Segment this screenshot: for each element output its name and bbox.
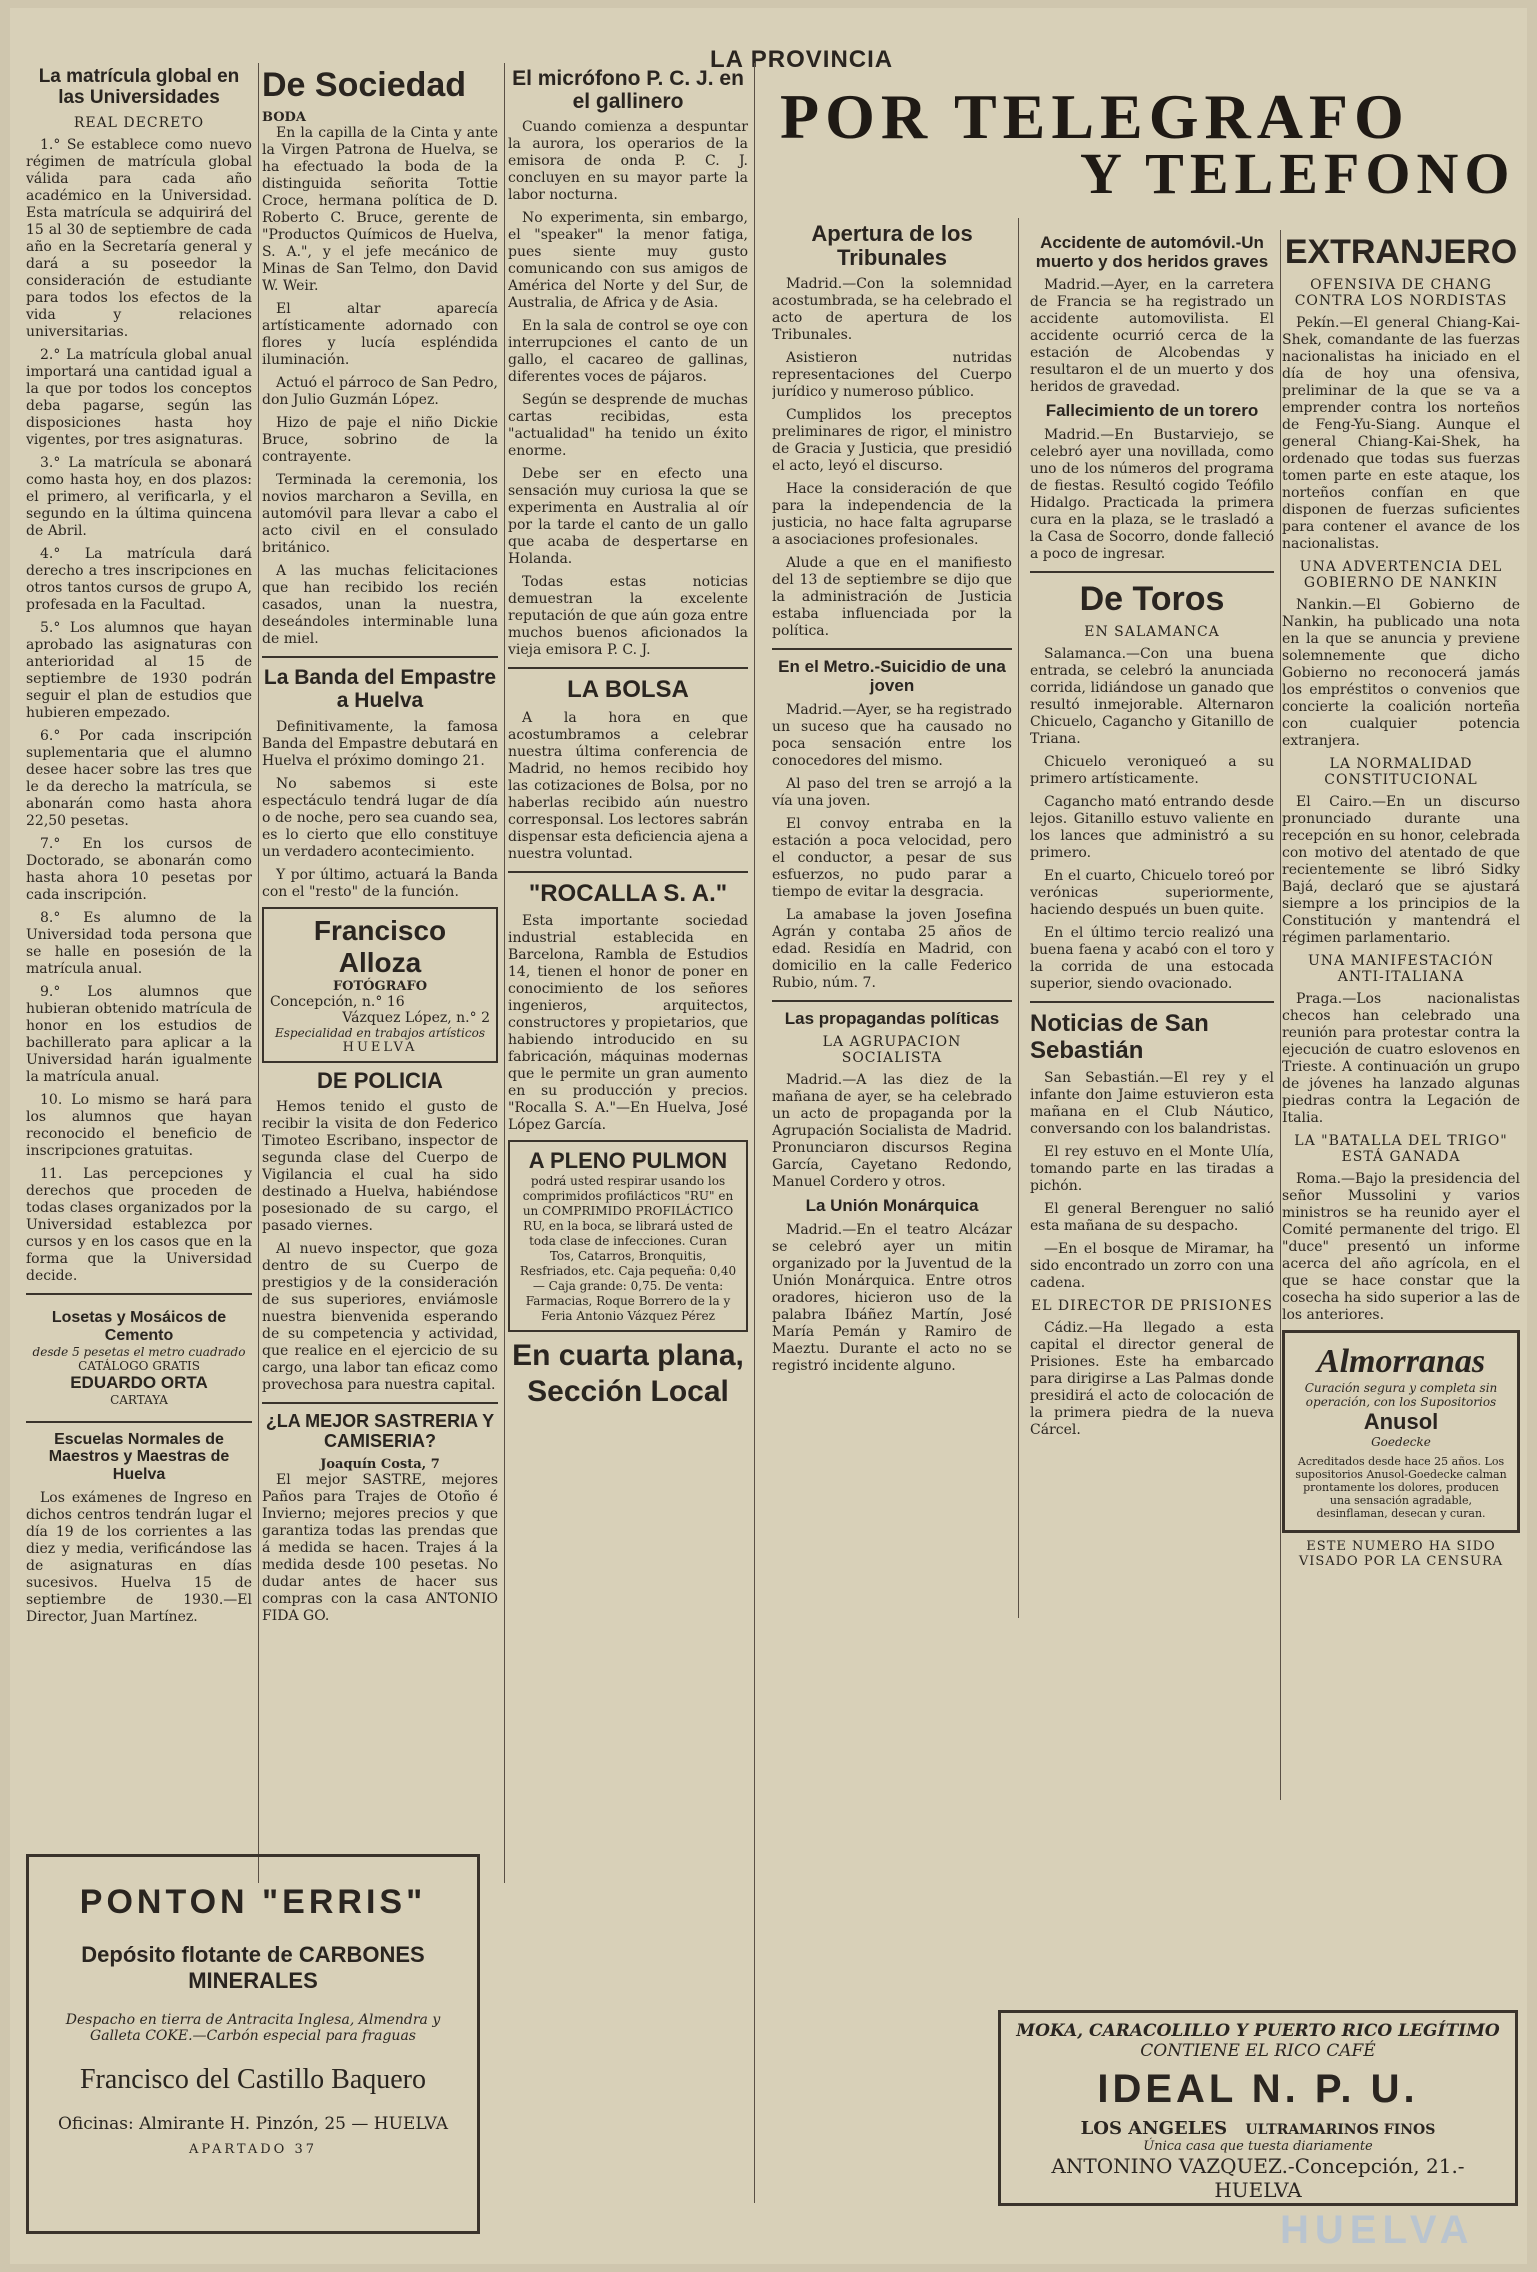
paragraph: Todas estas noticias demuestran la excelente reputación de que aún goza entre muchos buenos aficionados la vieja emisora P. C. J. [508, 574, 748, 659]
paragraph: Y por último, actuará la Banda con el "resto" de la función. [262, 866, 498, 900]
paragraph: Praga.—Los nacionalistas checos han celebrado una reunión para protestar contra la ejecución de cuatro eslovenos en Trieste. A continuación un grupo de jóvenes ha lanzado algunas piedras contra la Legación de Italia. [1282, 991, 1520, 1127]
divider [1030, 571, 1274, 573]
article-subtitle: EN SALAMANCA [1084, 624, 1220, 641]
ad-po-box: APARTADO 37 [189, 2142, 317, 2157]
paragraph: Madrid.—Ayer, en la carretera de Francia se ha registrado un accidente automovilista. El accidente ocurrió cerca de la estación de Alcobendas y resultaron el de un muerto y dos heridos de gravedad. [1030, 277, 1274, 396]
paragraph: Pekín.—El general Chiang-Kai-Shek, comandante de las fuerzas nacionalistas ha iniciado en el día de hoy una ofensiva, preliminar de la que se va a emprender contra los norteños de Feng-Yu-Siang. Aunque el general Chiang-Kai-Shek, ha ordenado que todas sus fuerzas tomen parte en este ataque, los norteños confían en que disponen de fuerzas suficientes para contener el avance de los nacionalistas. [1282, 315, 1520, 553]
ad-line: CATÁLOGO GRATIS [78, 1358, 200, 1373]
column-3 [508, 63, 755, 2203]
paragraph: Madrid.—Con la solemnidad acostumbrada, se ha celebrado el acto de apertura de los Tribunales. [772, 276, 1012, 344]
paragraph: 1.° Se establece como nuevo régimen de matrícula global válida para cada año académico en la Universidad. Esta matrícula se adquirirá del 15 al 30 de septiembre de cada año en la Secretaría general y dará a su poseedor la consideración de estudiante para todos los efectos de la vida y relaciones universitarias. [26, 136, 252, 340]
paragraph: Madrid.—Ayer, se ha registrado un suceso que ha causado no poca sensación entre los conocedores del mismo. [772, 701, 1012, 769]
article-subtitle: OFENSIVA DE CHANG CONTRA LOS NORDISTAS [1294, 277, 1508, 310]
paragraph: En la capilla de la Cinta y ante la Virgen Patrona de Huelva, se ha efectuado la boda de la distinguida señorita Tottie Croce, hermana política de D. Roberto C. Bruce, gerente de "Productos Químicos de Huelva, S. A.", y el jefe mecánico de Minas de San Telmo, don David W. Weir. [262, 125, 498, 295]
ad-body: podrá usted respirar usando los comprimidos profilácticos "RU" en un COMPRIMIDO PROFILÁCTICO RU, en la boca, se librará usted de toda clase de infecciones. Curan Tos, Catarros, Bronquitis, Resfriados, etc. Caja pequeña: 0,40 — Caja grande: 0,75. De venta: Farmacias, Roque Borrero de la y Feria Antonio Vázquez Pérez [519, 1173, 737, 1323]
paragraph: Esta importante sociedad industrial establecida en Barcelona, Rambla de Estudios 14, tienen el honor de poner en conocimiento de los señores ingenieros, arquitectos, constructores y propietarios, que habiendo introducido en su fabricación, máquinas modernas que le permite un gran aumento en su producción y precios. "Rocalla S. A."—En Huelva, José López García. [508, 912, 748, 1133]
divider [262, 656, 498, 658]
paragraph: Hemos tenido el gusto de recibir la visita de don Federico Timoteo Escribano, inspector de segunda clase del Cuerpo de Vigilancia el cual ha sido destinado a Huelva, habiéndose posesionado de su cargo, el pasado viernes. [262, 1098, 498, 1234]
paragraph: La amabase la joven Josefina Agrán y contaba 25 años de edad. Residía en Madrid, con domicilio en la calle Federico Rubio, núm. 7. [772, 906, 1012, 991]
column-6 [1282, 230, 1520, 1970]
ad-fotografo [262, 907, 498, 1063]
divider [1030, 1001, 1274, 1003]
article-title: DE POLICIA [317, 1067, 443, 1093]
paragraph: Terminada la ceremonia, los novios marcharon a Sevilla, en automóvil para llevar a cabo el acto civil en el consulado británico. [262, 472, 498, 557]
article-subtitle: UNA ADVERTENCIA DEL GOBIERNO DE NANKIN [1299, 559, 1503, 592]
paragraph: El general Berenguer no salió esta mañana de su despacho. [1030, 1201, 1274, 1235]
ad-small-print: Acreditados desde hace 25 años. Los supositorios Anusol-Goedecke calman prontamente los dolores, producen una sensación agradable, desinflaman, desecan y curan. [1295, 1455, 1507, 1521]
section-title: De Toros [1079, 580, 1225, 619]
paragraph: Cuando comienza a despuntar la aurora, los operarios de la emisora de onda P. C. J. concluyen en su mayor parte la labor nocturna. [508, 119, 748, 204]
article-title: El micrófono P. C. J. en el gallinero [512, 67, 744, 114]
section-title: EXTRANJERO [1284, 233, 1518, 271]
article-subtitle: REAL DECRETO [73, 114, 205, 131]
paragraph: A la hora en que acostumbramos a celebrar nuestra última conferencia de Madrid, no hemos recibido hoy las cotizaciones de Bolsa, por no haberlas recibido aún nuestro corresponsal. Los lectores sabrán dispensar esta deficiencia ajena a nuestra voluntad. [508, 709, 748, 862]
paragraph: Al paso del tren se arrojó a la vía una joven. [772, 775, 1012, 809]
banner-line1: POR TELEGRAFO [780, 81, 1410, 152]
paragraph: —En el bosque de Miramar, ha sido encontrado un zorro con una cadena. [1030, 1241, 1274, 1292]
ad-city: HUELVA [342, 1039, 418, 1055]
article-subtitle: LA "BATALLA DEL TRIGO" ESTÁ GANADA [1294, 1133, 1508, 1166]
article-title: Fallecimiento de un torero [1045, 401, 1259, 421]
paragraph: Asistieron nutridas representaciones del Cuerpo jurídico y numeroso público. [772, 350, 1012, 401]
archive-watermark: HUELVA [1280, 2208, 1475, 2252]
paragraph: Madrid.—A las diez de la mañana de ayer, se ha celebrado un acto de propaganda por la Agrupación Socialista de Madrid. Pronunciaron discursos Regina García, Cayetano Redondo, Manuel Cordero y otros. [772, 1072, 1012, 1191]
ad-product: Anusol [1363, 1409, 1439, 1435]
paragraph: 9.° Los alumnos que hubieran obtenido matrícula de honor en los estudios de bachillerato para aplicar a la Universidad harán igualmente la matrícula anual. [26, 983, 252, 1085]
paragraph: Los exámenes de Ingreso en dichos centros tendrán lugar el día 19 de los corrientes a las diez y media, verificándose las de asignaturas en días sucesivos. Huelva 15 de septiembre de 1930.—El Director, Juan Martínez. [26, 1489, 252, 1625]
paragraph: Actuó el párroco de San Pedro, don Julio Guzmán López. [262, 375, 498, 409]
paragraph: 3.° La matrícula se abonará como hasta hoy, en dos plazos: el primero, al verificarla, y el segundo en la última quincena de Abril. [26, 454, 252, 539]
censorship-notice: ESTE NUMERO HA SIDO VISADO POR LA CENSURA [1298, 1539, 1504, 1570]
paragraph: Hizo de paje el niño Dickie Bruce, sobrino de la contrayente. [262, 415, 498, 466]
ad-name: PONTON "ERRIS" [79, 1883, 427, 1921]
ad-note: Única casa que tuesta diariamente [1143, 2139, 1373, 2154]
paragraph: Según se desprende de muchas cartas recibidas, esta "actualidad" ha tenido un éxito enorme. [508, 392, 748, 460]
article-title: La Unión Monárquica [805, 1196, 979, 1216]
article-title: Accidente de automóvil.-Un muerto y dos heridos graves [1035, 233, 1269, 271]
ad-title: Losetas y Mosáicos de Cemento [51, 1308, 227, 1344]
ad-line: desde 5 pesetas el metro cuadrado [32, 1344, 246, 1359]
ad-line: Despacho en tierra de Antracita Inglesa, Almendra y Galleta COKE.—Carbón especial para fraguas [65, 2012, 441, 2044]
paragraph: Definitivamente, la famosa Banda del Empastre debutará en Huelva el próximo domingo 21. [262, 718, 498, 769]
ad-losetas [26, 1303, 252, 1413]
ad-title: A PLENO PULMON [528, 1147, 728, 1173]
paragraph: Salamanca.—Con una buena entrada, se celebró la anunciada corrida, lidiándose un ganado que resultó inmejorable. Alternaron Chicuelo, Cagancho y Gitanillo de Triana. [1030, 646, 1274, 748]
paragraph: En la sala de control se oye con interrupciones el canto de un gallo, el cacareo de gallinas, diferentes voces de pájaros. [508, 318, 748, 386]
paragraph: Madrid.—En el teatro Alcázar se celebró ayer un mitin organizado por la Juventud de la Unión Monárquica. Entre otros oradores, hicieron uso de la palabra Ibáñez Martín, José María Pemán y Ramiro de Maeztu. Durante el acto no se registró incidente alguno. [772, 1222, 1012, 1375]
column-4 [772, 218, 1019, 1618]
paragraph: En el último tercio realizó una buena faena y acabó con el toro y la corrida de una estocada superior, siendo ovacionado. [1030, 925, 1274, 993]
article-subtitle: LA AGRUPACION SOCIALISTA [822, 1034, 962, 1067]
paragraph: Madrid.—En Bustarviejo, se celebró ayer una novillada, como uno de los números del programa de fiestas. Resultó cogido Teófilo Hidalgo. Practicada la primera cura en la plaza, se le trasladó a la Casa de Socorro, donde falleció a poco de ingresar. [1030, 427, 1274, 563]
banner-line2: Y TELEFONO [1080, 141, 1516, 206]
paragraph: Cumplidos los preceptos preliminares de rigor, el ministro de Gracia y Justicia, que presidió el acto, leyó el discurso. [772, 407, 1012, 475]
newspaper-page [10, 8, 1527, 2264]
paragraph: El rey estuvo en el Monte Ulía, tomando parte en las tiradas a pichón. [1030, 1144, 1274, 1195]
paragraph: El convoy entraba en la estación a poca velocidad, pero el conductor, a pesar de sus esfuerzos, no pudo parar a tiempo de evitar la desgracia. [772, 815, 1012, 900]
ad-brand: IDEAL N. P. U. [1097, 2067, 1419, 2111]
running-head: LA PROVINCIA [710, 46, 894, 73]
divider [772, 1000, 1012, 1002]
paragraph: No experimenta, sin embargo, el "speaker" la menor fatiga, pues siente muy gusto comunicando con sus amigos de América del Norte y del Sur, de Australia, de Africa y de Asia. [508, 210, 748, 312]
column-2 [262, 63, 505, 1883]
article-title: LA BOLSA [567, 676, 689, 704]
section-title: De Sociedad [262, 66, 467, 104]
paragraph: Debe ser en efecto una sensación muy curiosa la que se experimenta en Australia al oír por la tarde el canto de un gallo que acaba de despertarse en Holanda. [508, 466, 748, 568]
paragraph: Hace la consideración de que para la independencia de la justicia, no hace falta agruparse a asociaciones profesionales. [772, 481, 1012, 549]
article-title: La matrícula global en las Universidades [38, 66, 240, 108]
divider [26, 1421, 252, 1423]
paragraph: El altar aparecía artísticamente adornado con flores y lucía espléndida iluminación. [262, 301, 498, 369]
paragraph: A las muchas felicitaciones que han recibido los recién casados, unan la nuestra, deseándoles interminable luna de miel. [262, 563, 498, 648]
ad-body: El mejor SASTRE, mejores Paños para Trajes de Otoño é Invierno; mejores precios y que garantiza todas las prendas que á medida se hacen. Trajes á la medida desde 100 pesetas. No dudar antes de hacer sus compras con la casa ANTONIO FIDA GO. [262, 1472, 498, 1625]
paragraph: 8.° Es alumno de la Universidad toda persona que se halle en posesión de la matrícula anual. [26, 909, 252, 977]
paragraph: Cagancho mató entrando desde lejos. Gitanillo estuvo valiente en los lances que administró a su primero. [1030, 794, 1274, 862]
ad-shop [1009, 2118, 1507, 2139]
paragraph: Cádiz.—Ha llegado a esta capital el director general de Prisiones. Este ha embarcado para dirigirse a Las Palmas donde presidirá el acto de colocación de la primera piedra de la nueva Cárcel. [1030, 1320, 1274, 1439]
ad-address: Oficinas: Almirante H. Pinzón, 25 — HUELVA [57, 2114, 449, 2134]
article-title: "ROCALLA S. A." [528, 879, 728, 907]
ad-ponton-erris [26, 1854, 480, 2234]
divider [508, 871, 748, 873]
paragraph: No sabemos si este espectáculo tendrá lugar de día o de noche, pero sea cuando sea, es lo cierto que ello constituye un verdadero acontecimiento. [262, 775, 498, 860]
paragraph: 2.° La matrícula global anual importará una cantidad igual a la que por todos los conceptos deba pagarse, según las disposiciones hasta hoy vigentes, por tres asignaturas. [26, 346, 252, 448]
ad-address: Concepción, n.° 16 [270, 993, 405, 1010]
ad-almorranas [1282, 1330, 1520, 1533]
paragraph: Alude a que en el manifiesto del 13 de septiembre se dijo que la administración de Justicia estaba influenciada por la política. [772, 555, 1012, 640]
ad-line: Depósito flotante de CARBONES MINERALES [81, 1942, 425, 1993]
ad-name: EDUARDO ORTA [70, 1372, 208, 1392]
article-subtitle: LA NORMALIDAD CONSTITUCIONAL [1324, 756, 1478, 789]
paragraph: En el cuarto, Chicuelo toreó por verónicas superiormente, haciendo después un buen quite. [1030, 868, 1274, 919]
article-title: Escuelas Normales de Maestros y Maestras de Huelva [48, 1430, 230, 1483]
paragraph: 7.° En los cursos de Doctorado, se abonarán como hasta ahora 10 pesetas por cada inscripción. [26, 835, 252, 903]
paragraph: Roma.—Bajo la presidencia del señor Mussolini y varios ministros se ha reunido ayer el Comité permanente del trigo. El "duce" presentó un informe acerca del año agrícola, en el que se hace constar que la cosecha ha sido superior a las de los anteriores. [1282, 1171, 1520, 1324]
ad-brand: Almorranas [1316, 1343, 1486, 1381]
paragraph: El Cairo.—En un discurso pronunciado durante una recepción en su honor, celebrada con motivo del atentado de que recientemente se libró Sidky Bajá, declaró que se ajustará siempre a los principios de la Constitución y mantendrá el régimen parlamentario. [1282, 794, 1520, 947]
ad-shop-name: LOS ANGELES [1080, 2118, 1228, 2139]
ad-place: CARTAYA [110, 1392, 168, 1407]
ad-maker: Goedecke [1371, 1435, 1431, 1450]
column-5 [1030, 230, 1281, 1800]
paragraph: Nankin.—El Gobierno de Nankin, ha publicado una nota en la que se anuncia y previene solemnemente que dicho Gobierno no reconocerá jamás los empréstitos o convenios que concierte la coalición norteña con cualquier potencia extranjera. [1282, 597, 1520, 750]
ad-tagline: Curación segura y completa sin operación, con los Supositorios [1304, 1381, 1498, 1410]
paragraph: San Sebastián.—El rey y el infante don Jaime estuvieron esta mañana en el Club Náutico, conversando con los balandristas. [1030, 1070, 1274, 1138]
paragraph: Chicuelo veroniqueó a su primero artísticamente. [1030, 754, 1274, 788]
divider [26, 1293, 252, 1295]
article-title: Noticias de San Sebastián [1030, 1010, 1209, 1064]
ad-title: ¿LA MEJOR SASTRERIA Y CAMISERIA? [265, 1410, 495, 1451]
article-title: En el Metro.-Suicidio de una joven [778, 657, 1006, 696]
ad-name: Francisco Alloza [313, 914, 447, 978]
paragraph: 6.° Por cada inscripción suplementaria que el alumno desee hacer sobre las tres que le da derecho la matrícula, se abonarán como hasta ahora 22,50 pesetas. [26, 727, 252, 829]
section-notice: En cuarta plana, Sección Local [512, 1338, 744, 1408]
ad-pleno-pulmon [508, 1140, 748, 1332]
column-1 [26, 63, 259, 1883]
ad-owner: Francisco del Castillo Baquero [79, 2064, 427, 2095]
ad-cafe-ideal [998, 2010, 1518, 2206]
ad-role: FOTÓGRAFO [332, 978, 428, 994]
ad-specialty: Especialidad en trabajos artísticos [274, 1025, 485, 1040]
article-subtitle: UNA MANIFESTACIÓN ANTI-ITALIANA [1307, 953, 1494, 986]
paragraph: 11. Las percepciones y derechos que proceden de todas clases organizados por la Universidad establezca por cursos y en los casos que en la forma que la Universidad decide. [26, 1165, 252, 1284]
paragraph: 4.° La matrícula dará derecho a tres inscripciones en otros tantos cursos de grupo A, profesada en la Facultad. [26, 545, 252, 613]
paragraph: Al nuevo inspector, que goza dentro de su Cuerpo de prestigios y de la consideración de sus superiores, enviámosle nuestra bienvenida esperando de su competencia y actividad, que realice en el ejercicio de su cargo, una labor tan eficaz como provechosa para nuestra capital. [262, 1240, 498, 1393]
divider [772, 648, 1012, 650]
article-subtitle: EL DIRECTOR DE PRISIONES [1030, 1298, 1274, 1315]
paragraph: 10. Lo mismo se hará para los alumnos que hayan reconocido el beneficio de inscripciones gratuitas. [26, 1091, 252, 1159]
article-title: Las propagandas políticas [784, 1008, 1000, 1028]
ad-line: MOKA, CARACOLILLO Y PUERTO RICO LEGÍTIMO [1016, 2021, 1500, 2041]
paragraph: 5.° Los alumnos que hayan aprobado las asignaturas con anterioridad al 15 de septiembre de 1930 podrán seguir el plan de estudios que hubieren empezado. [26, 619, 252, 721]
ad-address: Vázquez López, n.° 2 [342, 1009, 490, 1026]
ad-line: CONTIENE EL RICO CAFÉ [1140, 2041, 1376, 2061]
ad-owner: ANTONINO VAZQUEZ.-Concepción, 21.-HUELVA [1051, 2154, 1465, 2202]
divider [262, 1402, 498, 1404]
subhead: BODA [262, 110, 306, 126]
article-title: La Banda del Empastre a Huelva [263, 666, 497, 713]
ad-address: Joaquín Costa, 7 [320, 1457, 440, 1473]
ad-shop-type: ULTRAMARINOS FINOS [1245, 2122, 1436, 2138]
article-title: Apertura de los Tribunales [811, 221, 973, 271]
divider [508, 667, 748, 669]
